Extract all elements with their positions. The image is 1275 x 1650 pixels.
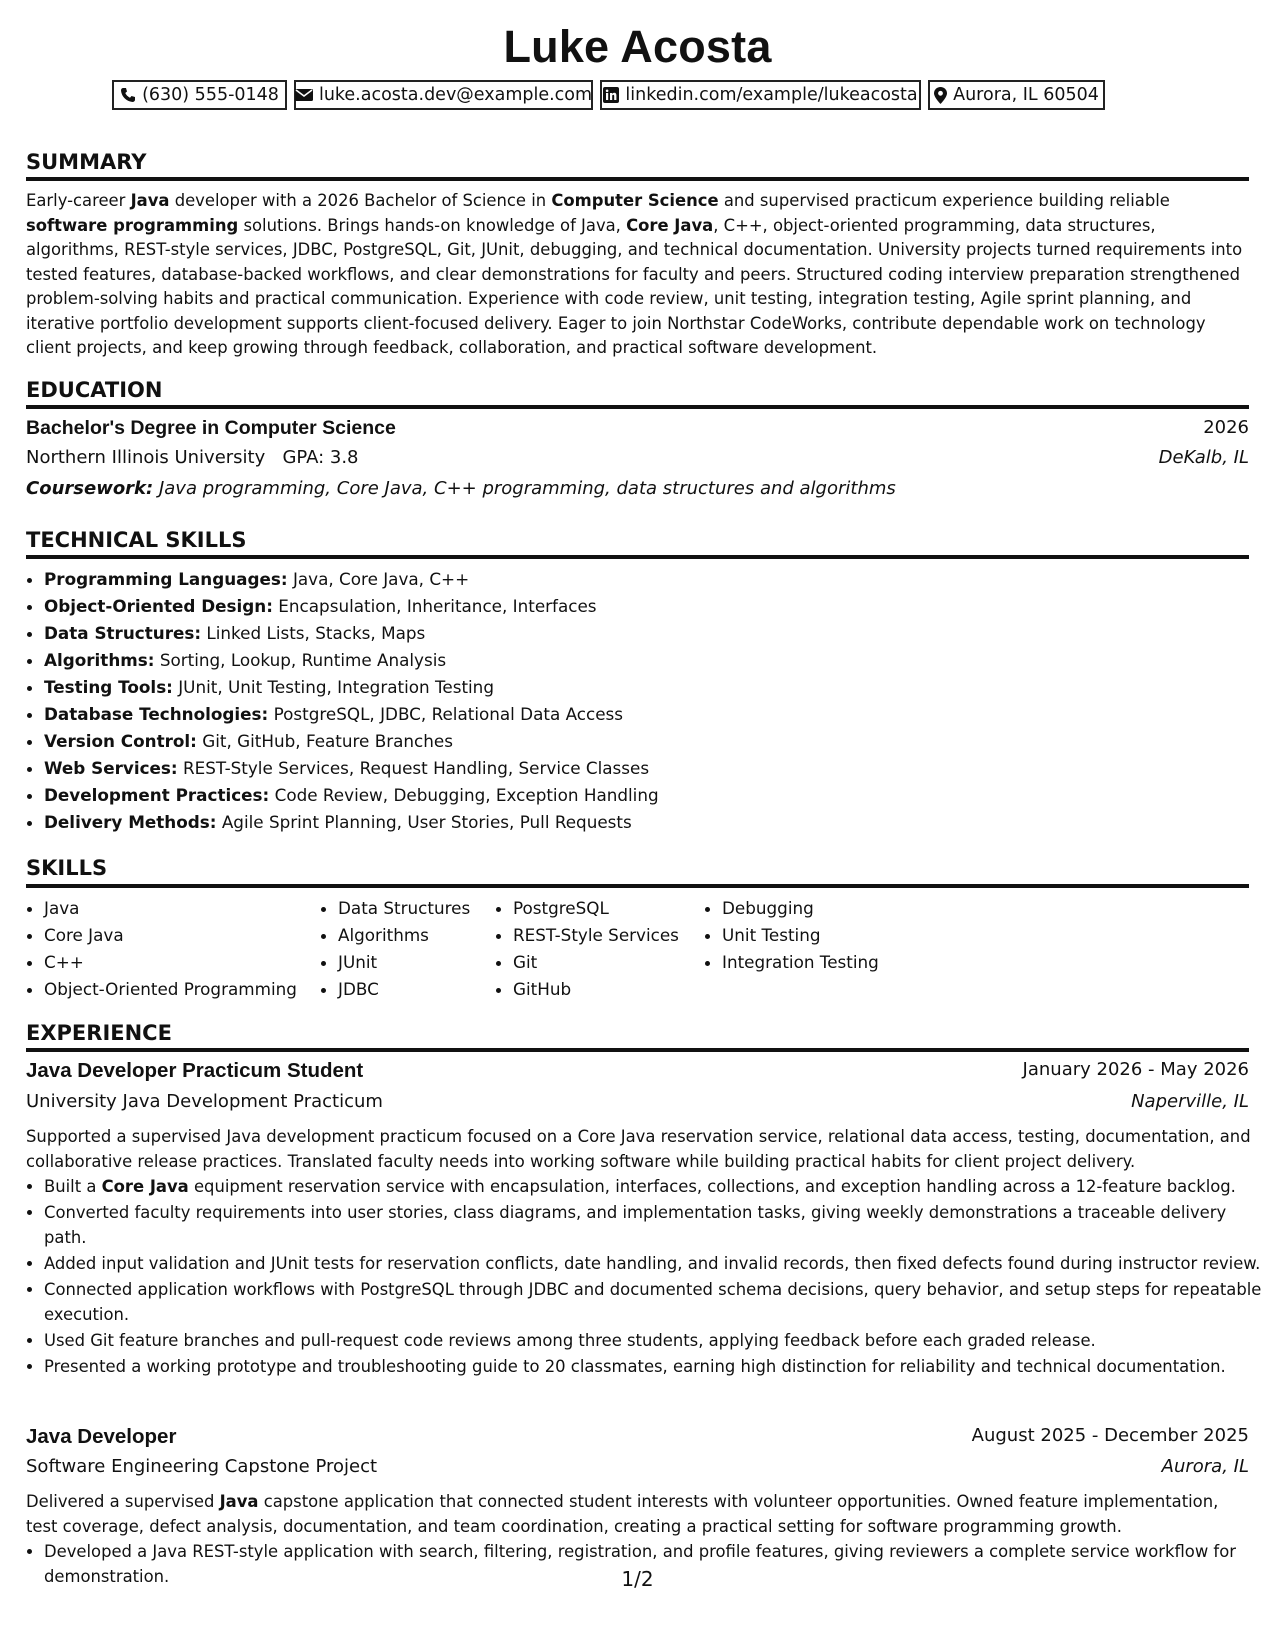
list-item: • Unit Testing (722, 922, 879, 949)
list-item: • PostgreSQL (513, 895, 679, 922)
graduation-year: 2026 (1203, 417, 1249, 438)
job-1-bullets (26, 1175, 1268, 1382)
section-divider (26, 884, 1249, 888)
section-divider (26, 405, 1249, 409)
summary-text: Early-career Java developer with a 2026 Bachelor of Science in Computer Science and supervised practicum experience building reliable software programming solutions. Brings hands-on knowledge of Java, Core Java, C++, object-oriented programming, data structures, algorithms, REST-style services, JDBC, PostgreSQL, Git, JUnit, debugging, and technical documentation. University projects turned requirements into tested features, database-backed workflows, and clear demonstrations for faculty and peers. Structured coding interview preparation strengthened problem-solving habits and practical communication. Experience with code review, unit testing, integration testing, Agile sprint planning, and iterative portfolio development supports client-focused delivery. Eager to join Northstar CodeWorks, contribute dependable work on technology client projects, and keep growing through feedback, collaboration, and practical software development. (26, 191, 1243, 357)
coursework-text: Java programming, Core Java, C++ programming, data structures and algorithms (158, 478, 896, 499)
education-heading: EDUCATION (26, 378, 163, 402)
gpa: GPA: 3.8 (282, 447, 359, 468)
school-name: Northern Illinois University (26, 447, 266, 468)
summary-heading: SUMMARY (26, 150, 147, 174)
list-item: • Programming Languages: Java, Core Java, C++ (44, 566, 659, 593)
list-item: • Algorithms (338, 922, 470, 949)
list-item: • Development Practices: Code Review, Debugging, Exception Handling (44, 782, 659, 809)
list-item: • Web Services: REST-Style Services, Request Handling, Service Classes (44, 755, 659, 782)
list-item: • Java (44, 895, 297, 922)
skills-column-2 (320, 895, 470, 1003)
list-item: • Object-Oriented Design: Encapsulation, Inheritance, Interfaces (44, 593, 659, 620)
technical-skills-list (26, 566, 659, 836)
list-item: • Added input validation and JUnit tests for reservation conflicts, date handling, and invalid records, then fixed defects found during instructor review. (44, 1252, 1268, 1277)
contact-bar (112, 80, 1165, 110)
list-item: • Data Structures (338, 895, 470, 922)
email-text: luke.acosta.dev@example.com (318, 85, 593, 105)
coursework-line (26, 478, 896, 499)
list-item: • GitHub (513, 976, 679, 1003)
job-2-org-row (26, 1456, 1249, 1486)
list-item: • Integration Testing (722, 949, 879, 976)
list-item: • Core Java (44, 922, 297, 949)
degree-title: Bachelor's Degree in Computer Science (26, 417, 396, 439)
list-item: • JUnit (338, 949, 470, 976)
list-item: • C++ (44, 949, 297, 976)
list-item: • Data Structures: Linked Lists, Stacks, Maps (44, 620, 659, 647)
job-1-description: Supported a supervised Java development practicum focused on a Core Java reservation service, relational data access, testing, documentation, and collaborative release practices. Translated faculty needs into working software while building practical habits for client project delivery. (26, 1127, 1251, 1171)
section-divider (26, 177, 1249, 181)
job-title: Java Developer (26, 1425, 177, 1448)
location-text: Aurora, IL 60504 (953, 85, 1099, 105)
job-2-description: Delivered a supervised Java capstone application that connected student interests with volunteer opportunities. Owned feature implementation, test coverage, defect analysis, documentation, and team coordination, creating a practical setting for software programming growth. (26, 1492, 1219, 1536)
skills-column-1 (26, 895, 297, 1003)
job-org: Software Engineering Capstone Project (26, 1456, 378, 1477)
list-item: • Connected application workflows with PostgreSQL through JDBC and documented schema decisions, query behavior, and setup steps for repeatable execution. (44, 1278, 1268, 1327)
school-location: DeKalb, IL (1158, 447, 1249, 468)
list-item: • Used Git feature branches and pull-request code reviews among three students, applying feedback before each graded release. (44, 1329, 1268, 1354)
list-item: • Version Control: Git, GitHub, Feature Branches (44, 728, 659, 755)
list-item: • Built a Core Java equipment reservation service with encapsulation, interfaces, collections, and exception handling across a 12-feature backlog. (44, 1175, 1268, 1200)
job-dates: August 2025 - December 2025 (971, 1425, 1249, 1446)
list-item: • JDBC (338, 976, 470, 1003)
job-org: University Java Development Practicum (26, 1091, 383, 1112)
section-divider (26, 555, 1249, 559)
school-line (26, 447, 359, 468)
education-degree-row (26, 417, 1249, 447)
job-location: Aurora, IL (1161, 1456, 1249, 1477)
phone-text: (630) 555-0148 (142, 85, 279, 105)
job-title: Java Developer Practicum Student (26, 1059, 364, 1082)
job-dates: January 2026 - May 2026 (1022, 1059, 1249, 1080)
section-divider (26, 1048, 1249, 1052)
job-location: Naperville, IL (1131, 1091, 1249, 1112)
linkedin-icon (603, 87, 619, 103)
skills-column-4 (704, 895, 879, 976)
page-number: 1/2 (621, 1567, 654, 1591)
list-item: • Algorithms: Sorting, Lookup, Runtime Analysis (44, 647, 659, 674)
list-item: • Delivery Methods: Agile Sprint Planning, User Stories, Pull Requests (44, 809, 659, 836)
list-item: • Database Technologies: PostgreSQL, JDBC, Relational Data Access (44, 701, 659, 728)
list-item: • Developed a Java REST-style application with search, filtering, registration, and profile features, giving reviewers a complete service workflow for demonstration. (44, 1540, 1268, 1589)
list-item: • Testing Tools: JUnit, Unit Testing, Integration Testing (44, 674, 659, 701)
experience-heading: EXPERIENCE (26, 1021, 172, 1045)
job-2-title-row (26, 1425, 1249, 1455)
skills-column-3 (495, 895, 679, 1003)
phone-contact[interactable] (112, 80, 287, 110)
job-1-title-row (26, 1059, 1249, 1089)
list-item: • Object-Oriented Programming (44, 976, 297, 1003)
list-item: • Debugging (722, 895, 879, 922)
envelope-icon (295, 88, 313, 102)
education-school-row (26, 447, 1249, 477)
list-item: • Git (513, 949, 679, 976)
skills-heading: SKILLS (26, 856, 108, 880)
email-contact[interactable] (294, 80, 593, 110)
list-item: • Presented a working prototype and troubleshooting guide to 20 classmates, earning high distinction for reliability and technical documentation. (44, 1355, 1268, 1380)
linkedin-contact[interactable] (600, 80, 921, 110)
linkedin-text: linkedin.com/example/lukeacosta (625, 85, 918, 105)
candidate-name: Luke Acosta (503, 21, 772, 72)
list-item: • Converted faculty requirements into user stories, class diagrams, and implementation tasks, giving weekly demonstrations a traceable delivery path. (44, 1201, 1268, 1250)
coursework-label: Coursework: (26, 478, 154, 499)
list-item: • REST-Style Services (513, 922, 679, 949)
map-pin-icon (934, 87, 947, 104)
technical-skills-heading: TECHNICAL SKILLS (26, 528, 247, 552)
coursework-row (26, 478, 1249, 508)
location-contact (928, 80, 1105, 110)
phone-icon (120, 87, 136, 103)
job-1-org-row (26, 1091, 1249, 1121)
